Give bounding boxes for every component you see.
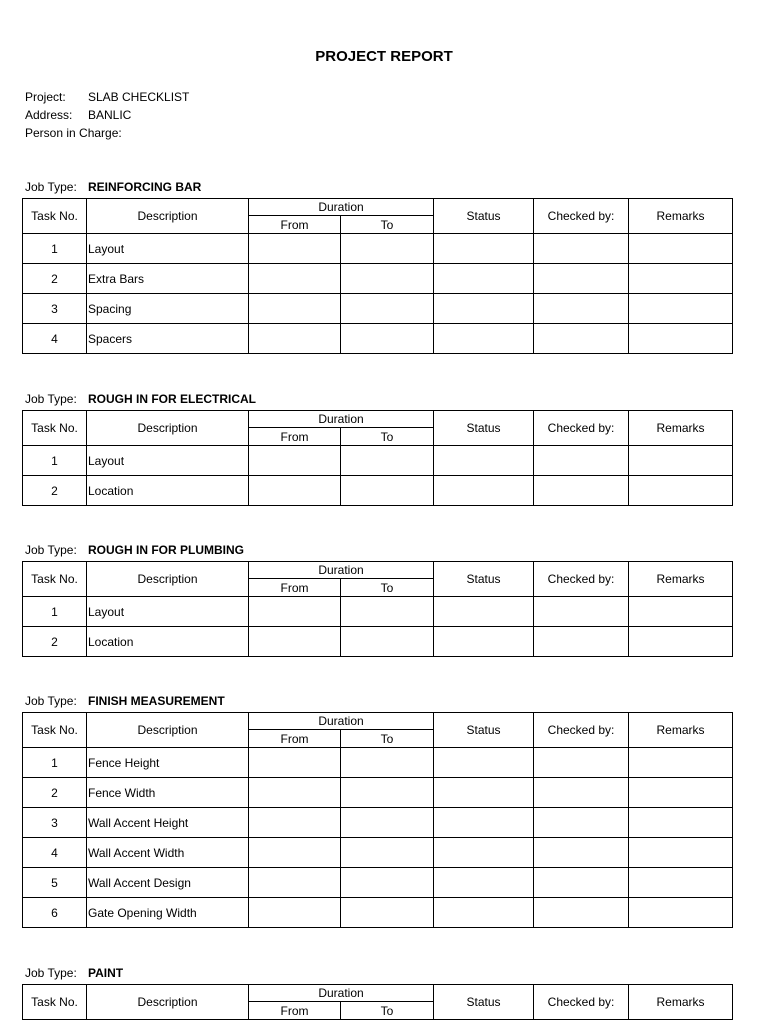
to-cell[interactable] [341,778,434,808]
address-value: BANLIC [88,108,132,122]
checked-by-cell[interactable] [534,868,629,898]
address-row [25,108,131,122]
status-cell[interactable] [434,778,534,808]
header-task-no: Task No. [23,411,87,446]
job-type-label: Job Type: [25,392,77,406]
job-type-row [25,694,225,708]
section-5 [22,966,732,1020]
project-row [25,90,189,104]
header-checked-by: Checked by: [534,562,629,597]
task-table [22,410,733,506]
section-2 [22,392,732,506]
header-remarks: Remarks [629,411,733,446]
header-checked-by: Checked by: [534,713,629,748]
header-to: To [341,730,434,748]
header-remarks: Remarks [629,562,733,597]
from-cell[interactable] [249,264,341,294]
remarks-cell[interactable] [629,808,733,838]
header-description: Description [87,199,249,234]
header-task-no: Task No. [23,199,87,234]
job-type-value: ROUGH IN FOR ELECTRICAL [88,392,256,406]
checked-by-cell[interactable] [534,778,629,808]
header-from: From [249,579,341,597]
task-description-cell: Gate Opening Width [87,898,249,928]
header-task-no: Task No. [23,562,87,597]
remarks-cell[interactable] [629,748,733,778]
header-status: Status [434,562,534,597]
header-to: To [341,216,434,234]
header-duration: Duration [249,411,434,428]
status-cell[interactable] [434,838,534,868]
status-cell[interactable] [434,898,534,928]
status-cell[interactable] [434,748,534,778]
to-cell[interactable] [341,324,434,354]
task-description-cell: Layout [87,234,249,264]
task-no-cell: 2 [23,264,87,294]
checked-by-cell[interactable] [534,294,629,324]
header-task-no: Task No. [23,713,87,748]
header-checked-by: Checked by: [534,199,629,234]
header-from: From [249,730,341,748]
status-cell[interactable] [434,868,534,898]
status-cell[interactable] [434,234,534,264]
task-description-cell: Wall Accent Design [87,868,249,898]
from-cell[interactable] [249,597,341,627]
header-to: To [341,428,434,446]
checked-by-cell[interactable] [534,597,629,627]
remarks-cell[interactable] [629,898,733,928]
task-description-cell: Location [87,627,249,657]
task-no-cell: 1 [23,597,87,627]
checked-by-cell[interactable] [534,898,629,928]
section-1 [22,180,732,354]
header-remarks: Remarks [629,199,733,234]
to-cell[interactable] [341,446,434,476]
header-checked-by: Checked by: [534,411,629,446]
page-title: PROJECT REPORT [315,48,453,65]
task-no-cell: 3 [23,808,87,838]
task-description-cell: Wall Accent Height [87,808,249,838]
task-description-cell: Location [87,476,249,506]
task-no-cell: 4 [23,324,87,354]
status-cell[interactable] [434,476,534,506]
task-no-cell: 4 [23,838,87,868]
to-cell[interactable] [341,264,434,294]
remarks-cell[interactable] [629,597,733,627]
remarks-cell[interactable] [629,868,733,898]
header-task-no: Task No. [23,985,87,1020]
project-label: Project: [25,90,66,104]
from-cell[interactable] [249,778,341,808]
to-cell[interactable] [341,898,434,928]
table-row [23,838,733,868]
header-to: To [341,1002,434,1020]
address-label: Address: [25,108,73,122]
task-table [22,984,733,1020]
table-row [23,294,733,324]
remarks-cell[interactable] [629,627,733,657]
checked-by-cell[interactable] [534,838,629,868]
from-cell[interactable] [249,627,341,657]
header-duration: Duration [249,199,434,216]
from-cell[interactable] [249,476,341,506]
table-row [23,778,733,808]
header-description: Description [87,713,249,748]
header-duration: Duration [249,562,434,579]
to-cell[interactable] [341,838,434,868]
to-cell[interactable] [341,476,434,506]
remarks-cell[interactable] [629,234,733,264]
status-cell[interactable] [434,627,534,657]
project-value: SLAB CHECKLIST [88,90,190,104]
from-cell[interactable] [249,324,341,354]
task-no-cell: 6 [23,898,87,928]
person-row [25,126,122,140]
status-cell[interactable] [434,446,534,476]
job-type-row [25,543,244,557]
remarks-cell[interactable] [629,264,733,294]
job-type-value: FINISH MEASUREMENT [88,694,225,708]
to-cell[interactable] [341,627,434,657]
header-status: Status [434,411,534,446]
header-from: From [249,428,341,446]
task-no-cell: 1 [23,234,87,264]
checked-by-cell[interactable] [534,264,629,294]
task-no-cell: 1 [23,446,87,476]
from-cell[interactable] [249,234,341,264]
from-cell[interactable] [249,748,341,778]
task-no-cell: 2 [23,778,87,808]
task-description-cell: Fence Height [87,748,249,778]
job-type-label: Job Type: [25,966,77,980]
table-row [23,597,733,627]
from-cell[interactable] [249,446,341,476]
person-label: Person in Charge: [25,126,122,140]
header-duration: Duration [249,713,434,730]
task-description-cell: Spacing [87,294,249,324]
table-row [23,264,733,294]
remarks-cell[interactable] [629,778,733,808]
checked-by-cell[interactable] [534,234,629,264]
job-type-row [25,392,256,406]
to-cell[interactable] [341,294,434,324]
header-to: To [341,579,434,597]
task-table [22,198,733,354]
task-no-cell: 5 [23,868,87,898]
checked-by-cell[interactable] [534,748,629,778]
task-description-cell: Extra Bars [87,264,249,294]
to-cell[interactable] [341,234,434,264]
job-type-label: Job Type: [25,543,77,557]
checked-by-cell[interactable] [534,627,629,657]
job-type-row [25,180,201,194]
header-description: Description [87,562,249,597]
header-status: Status [434,985,534,1020]
job-type-label: Job Type: [25,180,77,194]
to-cell[interactable] [341,597,434,627]
header-remarks: Remarks [629,713,733,748]
section-4 [22,694,732,928]
job-type-label: Job Type: [25,694,77,708]
header-status: Status [434,713,534,748]
checked-by-cell[interactable] [534,808,629,838]
table-row [23,446,733,476]
checked-by-cell[interactable] [534,476,629,506]
table-row [23,748,733,778]
status-cell[interactable] [434,324,534,354]
task-no-cell: 1 [23,748,87,778]
header-remarks: Remarks [629,985,733,1020]
checked-by-cell[interactable] [534,446,629,476]
task-no-cell: 3 [23,294,87,324]
from-cell[interactable] [249,898,341,928]
header-from: From [249,216,341,234]
task-description-cell: Wall Accent Width [87,838,249,868]
header-duration: Duration [249,985,434,1002]
remarks-cell[interactable] [629,446,733,476]
remarks-cell[interactable] [629,324,733,354]
table-row [23,627,733,657]
task-description-cell: Fence Width [87,778,249,808]
from-cell[interactable] [249,838,341,868]
job-type-value: ROUGH IN FOR PLUMBING [88,543,244,557]
table-row [23,808,733,838]
checked-by-cell[interactable] [534,324,629,354]
status-cell[interactable] [434,808,534,838]
table-row [23,868,733,898]
header-from: From [249,1002,341,1020]
from-cell[interactable] [249,868,341,898]
task-table [22,712,733,928]
remarks-cell[interactable] [629,838,733,868]
to-cell[interactable] [341,868,434,898]
to-cell[interactable] [341,808,434,838]
remarks-cell[interactable] [629,294,733,324]
table-row [23,234,733,264]
job-type-value: PAINT [88,966,124,980]
table-row [23,476,733,506]
section-3 [22,543,732,657]
header-description: Description [87,985,249,1020]
to-cell[interactable] [341,748,434,778]
task-no-cell: 2 [23,627,87,657]
job-type-row [25,966,123,980]
status-cell[interactable] [434,264,534,294]
table-row [23,324,733,354]
header-checked-by: Checked by: [534,985,629,1020]
task-no-cell: 2 [23,476,87,506]
job-type-value: REINFORCING BAR [88,180,202,194]
header-status: Status [434,199,534,234]
table-row [23,898,733,928]
remarks-cell[interactable] [629,476,733,506]
status-cell[interactable] [434,597,534,627]
status-cell[interactable] [434,294,534,324]
task-description-cell: Spacers [87,324,249,354]
from-cell[interactable] [249,294,341,324]
task-table [22,561,733,657]
from-cell[interactable] [249,808,341,838]
header-description: Description [87,411,249,446]
task-description-cell: Layout [87,597,249,627]
task-description-cell: Layout [87,446,249,476]
